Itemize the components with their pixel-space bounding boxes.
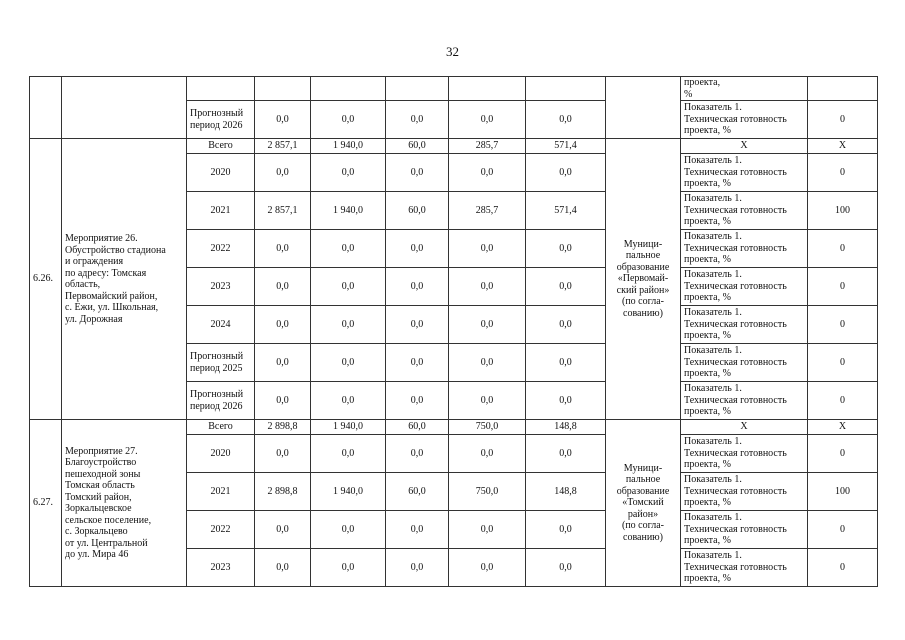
result-cell: 100 [808, 473, 878, 511]
value-cell: 0,0 [255, 435, 311, 473]
value-cell: 60,0 [386, 192, 449, 230]
period-cell: 2023 [187, 268, 255, 306]
value-cell: 0,0 [449, 344, 526, 382]
result-cell: X [808, 420, 878, 435]
value-cell: 0,0 [526, 230, 606, 268]
value-cell: 0,0 [526, 101, 606, 139]
table-row [30, 420, 878, 435]
indicator-cell: Показатель 1. Техническая готовность проекта, % [681, 154, 808, 192]
value-cell: 0,0 [311, 268, 386, 306]
indicator-cell: Показатель 1. Техническая готовность проекта, % [681, 344, 808, 382]
value-cell: 0,0 [255, 306, 311, 344]
period-cell: 2023 [187, 549, 255, 587]
result-cell: 0 [808, 230, 878, 268]
result-cell: 0 [808, 549, 878, 587]
indicator-cell: Показатель 1. Техническая готовность проекта, % [681, 382, 808, 420]
indicator-cell: Показатель 1. Техническая готовность проекта, % [681, 511, 808, 549]
result-cell: 0 [808, 306, 878, 344]
table-row [30, 77, 878, 101]
measure-title: Мероприятие 26. Обустройство стадиона и ограждения по адресу: Томская область, Первомайский район, с. Ежи, ул. Школьная, ул. Дорожная [62, 139, 187, 420]
period-cell: 2021 [187, 192, 255, 230]
period-cell: 2021 [187, 473, 255, 511]
result-cell: 0 [808, 382, 878, 420]
period-cell: 2020 [187, 154, 255, 192]
value-cell: 0,0 [255, 344, 311, 382]
indicator-cell: Показатель 1. Техническая готовность проекта, % [681, 268, 808, 306]
value-cell: 148,8 [526, 473, 606, 511]
indicator-cell: Показатель 1. Техническая готовность проекта, % [681, 549, 808, 587]
value-cell: 60,0 [386, 420, 449, 435]
result-cell: 0 [808, 435, 878, 473]
value-cell: 0,0 [449, 435, 526, 473]
value-cell: 0,0 [386, 435, 449, 473]
value-cell: 285,7 [449, 192, 526, 230]
value-cell: 0,0 [526, 511, 606, 549]
measure-title: Мероприятие 27. Благоустройство пешеходной зоны Томская область Томский район, Зоркальцевское сельское поселение, с. Зоркальцево от ул. Центральной до ул. Мира 46 [62, 420, 187, 587]
value-cell: 0,0 [311, 435, 386, 473]
value-cell: 0,0 [255, 101, 311, 139]
table-row [30, 139, 878, 154]
value-cell: 0,0 [449, 511, 526, 549]
value-cell: 750,0 [449, 473, 526, 511]
value-cell: 148,8 [526, 420, 606, 435]
indicator-cell: Показатель 1. Техническая готовность проекта, % [681, 306, 808, 344]
value-cell: 1 940,0 [311, 139, 386, 154]
value-cell: 0,0 [311, 154, 386, 192]
empty-cell [449, 77, 526, 101]
empty-cell [187, 77, 255, 101]
value-cell: 2 898,8 [255, 420, 311, 435]
value-cell: 0,0 [449, 549, 526, 587]
program-table [29, 76, 878, 587]
empty-cell [386, 77, 449, 101]
empty-cell [808, 77, 878, 101]
empty-cell [30, 77, 62, 139]
value-cell: 0,0 [311, 344, 386, 382]
period-cell: 2024 [187, 306, 255, 344]
value-cell: 2 857,1 [255, 139, 311, 154]
value-cell: 0,0 [386, 382, 449, 420]
value-cell: 0,0 [526, 154, 606, 192]
value-cell: 0,0 [311, 382, 386, 420]
value-cell: 0,0 [386, 306, 449, 344]
result-cell: X [808, 139, 878, 154]
result-cell: 0 [808, 344, 878, 382]
empty-cell [311, 77, 386, 101]
value-cell: 1 940,0 [311, 420, 386, 435]
period-cell: Прогнозный период 2025 [187, 344, 255, 382]
result-cell: 0 [808, 154, 878, 192]
measure-number: 6.26. [30, 139, 62, 420]
value-cell: 2 898,8 [255, 473, 311, 511]
value-cell: 750,0 [449, 420, 526, 435]
value-cell: 2 857,1 [255, 192, 311, 230]
result-cell: 0 [808, 101, 878, 139]
value-cell: 0,0 [386, 230, 449, 268]
period-cell: 2022 [187, 511, 255, 549]
value-cell: 0,0 [526, 344, 606, 382]
value-cell: 0,0 [255, 268, 311, 306]
value-cell: 0,0 [255, 154, 311, 192]
value-cell: 0,0 [386, 511, 449, 549]
value-cell: 0,0 [311, 511, 386, 549]
executor-cell: Муници- пальное образование «Томский район» (по согла- сованию) [606, 420, 681, 587]
value-cell: 0,0 [526, 435, 606, 473]
indicator-cell: Показатель 1. Техническая готовность проекта, % [681, 101, 808, 139]
period-cell: Прогнозный период 2026 [187, 101, 255, 139]
period-cell: 2020 [187, 435, 255, 473]
value-cell: 0,0 [311, 306, 386, 344]
empty-cell [62, 77, 187, 139]
value-cell: 0,0 [311, 101, 386, 139]
indicator-cell: Показатель 1. Техническая готовность проекта, % [681, 192, 808, 230]
value-cell: 571,4 [526, 139, 606, 154]
result-cell: 0 [808, 268, 878, 306]
value-cell: 0,0 [255, 230, 311, 268]
result-cell: 0 [808, 511, 878, 549]
indicator-cell: Показатель 1. Техническая готовность проекта, % [681, 230, 808, 268]
value-cell: 0,0 [449, 306, 526, 344]
value-cell: 0,0 [255, 511, 311, 549]
value-cell: 0,0 [526, 306, 606, 344]
value-cell: 0,0 [255, 549, 311, 587]
empty-cell [526, 77, 606, 101]
indicator-cell: Показатель 1. Техническая готовность проекта, % [681, 473, 808, 511]
indicator-cell: Показатель 1. Техническая готовность проекта, % [681, 435, 808, 473]
value-cell: 0,0 [526, 268, 606, 306]
value-cell: 0,0 [255, 382, 311, 420]
period-cell: Прогнозный период 2026 [187, 382, 255, 420]
value-cell: 1 940,0 [311, 473, 386, 511]
value-cell: 0,0 [311, 549, 386, 587]
period-cell: 2022 [187, 230, 255, 268]
value-cell: 0,0 [449, 268, 526, 306]
value-cell: 0,0 [386, 154, 449, 192]
indicator-cell: X [681, 420, 808, 435]
executor-cell: Муници- пальное образование «Первомай- ский район» (по согла- сованию) [606, 139, 681, 420]
value-cell: 0,0 [311, 230, 386, 268]
indicator-cell: проекта, % [681, 77, 808, 101]
value-cell: 60,0 [386, 473, 449, 511]
value-cell: 0,0 [386, 344, 449, 382]
indicator-cell: X [681, 139, 808, 154]
empty-cell [606, 77, 681, 139]
value-cell: 0,0 [449, 230, 526, 268]
period-cell: Всего [187, 420, 255, 435]
value-cell: 0,0 [386, 549, 449, 587]
value-cell: 285,7 [449, 139, 526, 154]
value-cell: 0,0 [449, 382, 526, 420]
value-cell: 0,0 [526, 382, 606, 420]
value-cell: 571,4 [526, 192, 606, 230]
value-cell: 0,0 [526, 549, 606, 587]
value-cell: 0,0 [449, 154, 526, 192]
page-number: 32 [446, 44, 459, 59]
value-cell: 0,0 [386, 101, 449, 139]
value-cell: 60,0 [386, 139, 449, 154]
result-cell: 100 [808, 192, 878, 230]
value-cell: 1 940,0 [311, 192, 386, 230]
empty-cell [255, 77, 311, 101]
value-cell: 0,0 [386, 268, 449, 306]
measure-number: 6.27. [30, 420, 62, 587]
period-cell: Всего [187, 139, 255, 154]
value-cell: 0,0 [449, 101, 526, 139]
